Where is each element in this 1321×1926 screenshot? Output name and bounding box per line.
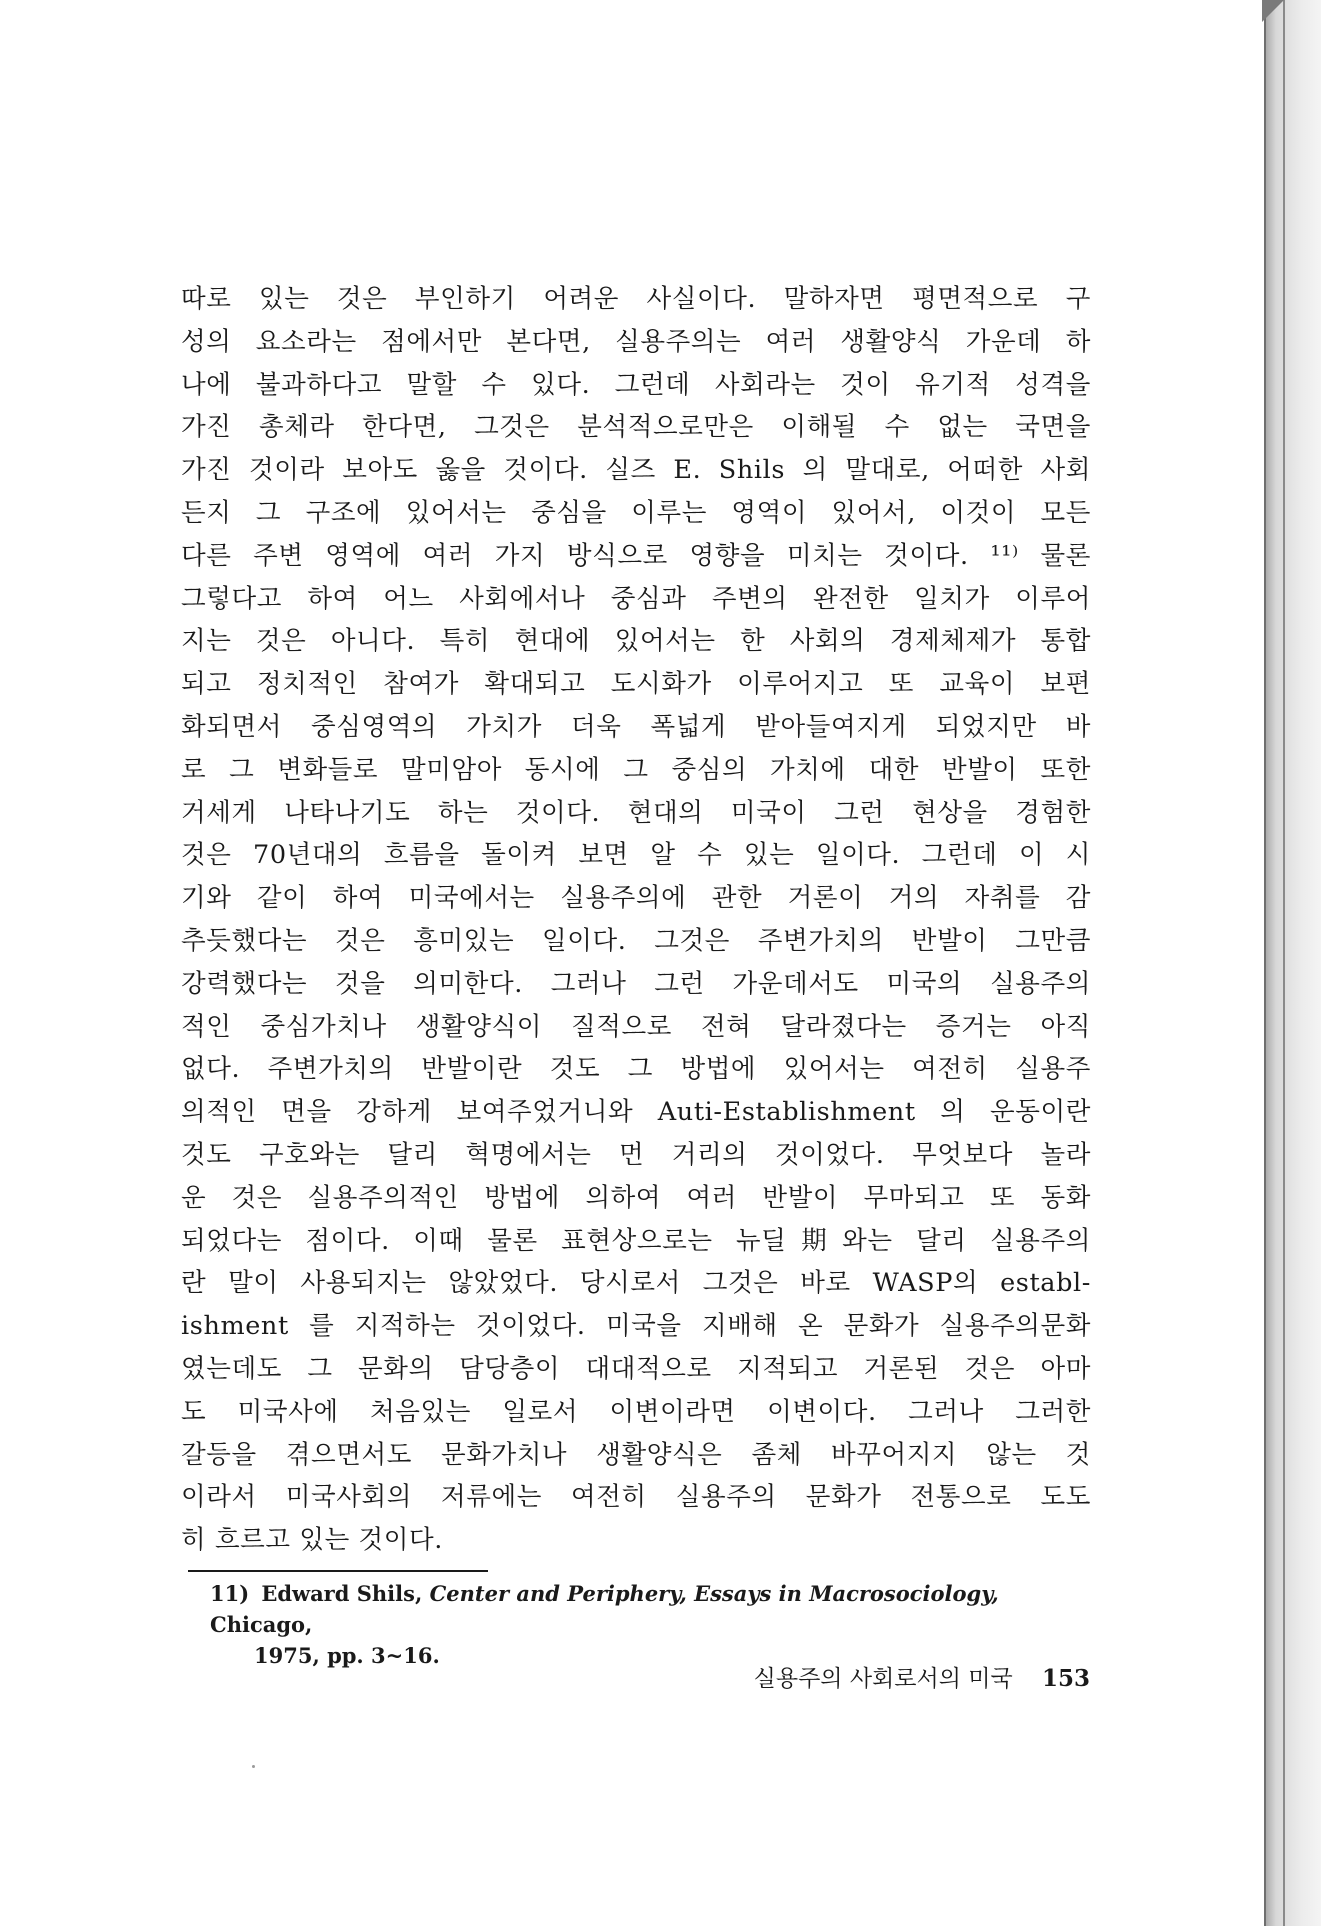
body-line: 강력했다는 것을 의미한다. 그러나 그런 가운데서도 미국의 실용주의 — [181, 968, 1091, 999]
body-line: 것은 70년대의 흐름을 돌이켜 보면 알 수 있는 일이다. 그런데 이 시 — [181, 840, 1091, 871]
footnote-author: Edward Shils, — [261, 1581, 423, 1606]
footnote-year-pages: 1975, pp. 3~16. — [254, 1643, 440, 1668]
body-line: 거세게 나타나기도 하는 것이다. 현대의 미국이 그런 현상을 경험한 — [181, 797, 1091, 828]
running-footer — [680, 1662, 1090, 1696]
body-line: 갈등을 겪으면서도 문화가치나 생활양식은 좀체 바꾸어지지 않는 것 — [181, 1439, 1091, 1470]
body-line: 되었다는 점이다. 이때 물론 표현상으로는 뉴딜期와는 달리 실용주의 — [181, 1225, 1091, 1256]
body-line: 화되면서 중심영역의 가치가 더욱 폭넓게 받아들여지게 되었지만 바 — [181, 711, 1091, 742]
page-edge — [1283, 0, 1285, 1926]
body-line: 추듯했다는 것은 흥미있는 일이다. 그것은 주변가치의 반발이 그만큼 — [181, 925, 1091, 956]
body-line: 도 미국사에 처음있는 일로서 이변이라면 이변이다. 그러나 그러한 — [181, 1396, 1091, 1427]
body-line: 든지 그 구조에 있어서는 중심을 이루는 영역이 있어서, 이것이 모든 — [181, 497, 1091, 528]
running-footer-title: 실용주의 사회로서의 미국 — [753, 1666, 1013, 1692]
page-corner — [1262, 0, 1284, 22]
footnote-title: Center and Periphery, Essays in Macrosociology, — [429, 1581, 999, 1606]
body-line: 따로 있는 것은 부인하기 어려운 사실이다. 말하자면 평면적으로 구 — [181, 284, 1091, 314]
footnote-divider — [188, 1570, 488, 1572]
body-line: 였는데도 그 문화의 담당층이 대대적으로 지적되고 거론된 것은 아마 — [181, 1353, 1091, 1384]
footnote-place: Chicago, — [210, 1612, 313, 1637]
body-line: 적인 중심가치나 생활양식이 질적으로 전혀 달라졌다는 증거는 아직 — [181, 1011, 1091, 1042]
body-line: 운 것은 실용주의적인 방법에 의하여 여러 반발이 무마되고 또 동화 — [181, 1182, 1091, 1213]
body-line: 지는 것은 아니다. 특히 현대에 있어서는 한 사회의 경제체제가 통합 — [181, 626, 1091, 657]
body-line: 것도 구호와는 달리 혁명에서는 먼 거리의 것이었다. 무엇보다 놀라 — [181, 1139, 1091, 1170]
body-line: 이라서 미국사회의 저류에는 여전히 실용주의 문화가 전통으로 도도 — [181, 1482, 1091, 1513]
body-line-last: 히 흐르고 있는 것이다. — [181, 1525, 443, 1556]
body-line: 그렇다고 하여 어느 사회에서나 중심과 주변의 완전한 일치가 이루어 — [181, 583, 1091, 614]
body-line: 기와 같이 하여 미국에서는 실용주의에 관한 거론이 거의 자취를 감 — [181, 883, 1091, 914]
body-line: 없다. 주변가치의 반발이란 것도 그 방법에 있어서는 여전히 실용주 — [181, 1054, 1091, 1085]
body-line: 다른 주변 영역에 여러 가지 방식으로 영향을 미치는 것이다. ¹¹⁾ 물론 — [181, 540, 1091, 571]
footnote-number: 11) — [210, 1581, 250, 1606]
page-shadow — [1262, 0, 1321, 1926]
body-line: 가진 것이라 보아도 옳을 것이다. 실즈 E. Shils 의 말대로, 어떠한 사회 — [181, 455, 1091, 486]
body-line: 되고 정치적인 참여가 확대되고 도시화가 이루어지고 또 교육이 보편 — [181, 669, 1091, 700]
scan-speck — [252, 1765, 255, 1768]
page-number: 153 — [1041, 1665, 1090, 1692]
body-line: 로 그 변화들로 말미암아 동시에 그 중심의 가치에 대한 반발이 또한 — [181, 754, 1091, 785]
body-text — [181, 278, 1091, 1562]
body-line: ishment 를 지적하는 것이었다. 미국을 지배해 온 문화가 실용주의문화 — [181, 1311, 1091, 1342]
body-line: 성의 요소라는 점에서만 본다면, 실용주의는 여러 생활양식 가운데 하 — [181, 326, 1091, 357]
body-line: 란 말이 사용되지는 않았었다. 당시로서 그것은 바로 WASP의 establ- — [181, 1268, 1091, 1299]
footnote-first-line — [210, 1578, 1090, 1640]
body-line: 의적인 면을 강하게 보여주었거니와 Auti-Establishment 의 운동이란 — [181, 1097, 1091, 1128]
footnote — [210, 1578, 1090, 1671]
body-line: 가진 총체라 한다면, 그것은 분석적으로만은 이해될 수 없는 국면을 — [181, 412, 1091, 443]
body-line: 나에 불과하다고 말할 수 있다. 그런데 사회라는 것이 유기적 성격을 — [181, 369, 1091, 400]
